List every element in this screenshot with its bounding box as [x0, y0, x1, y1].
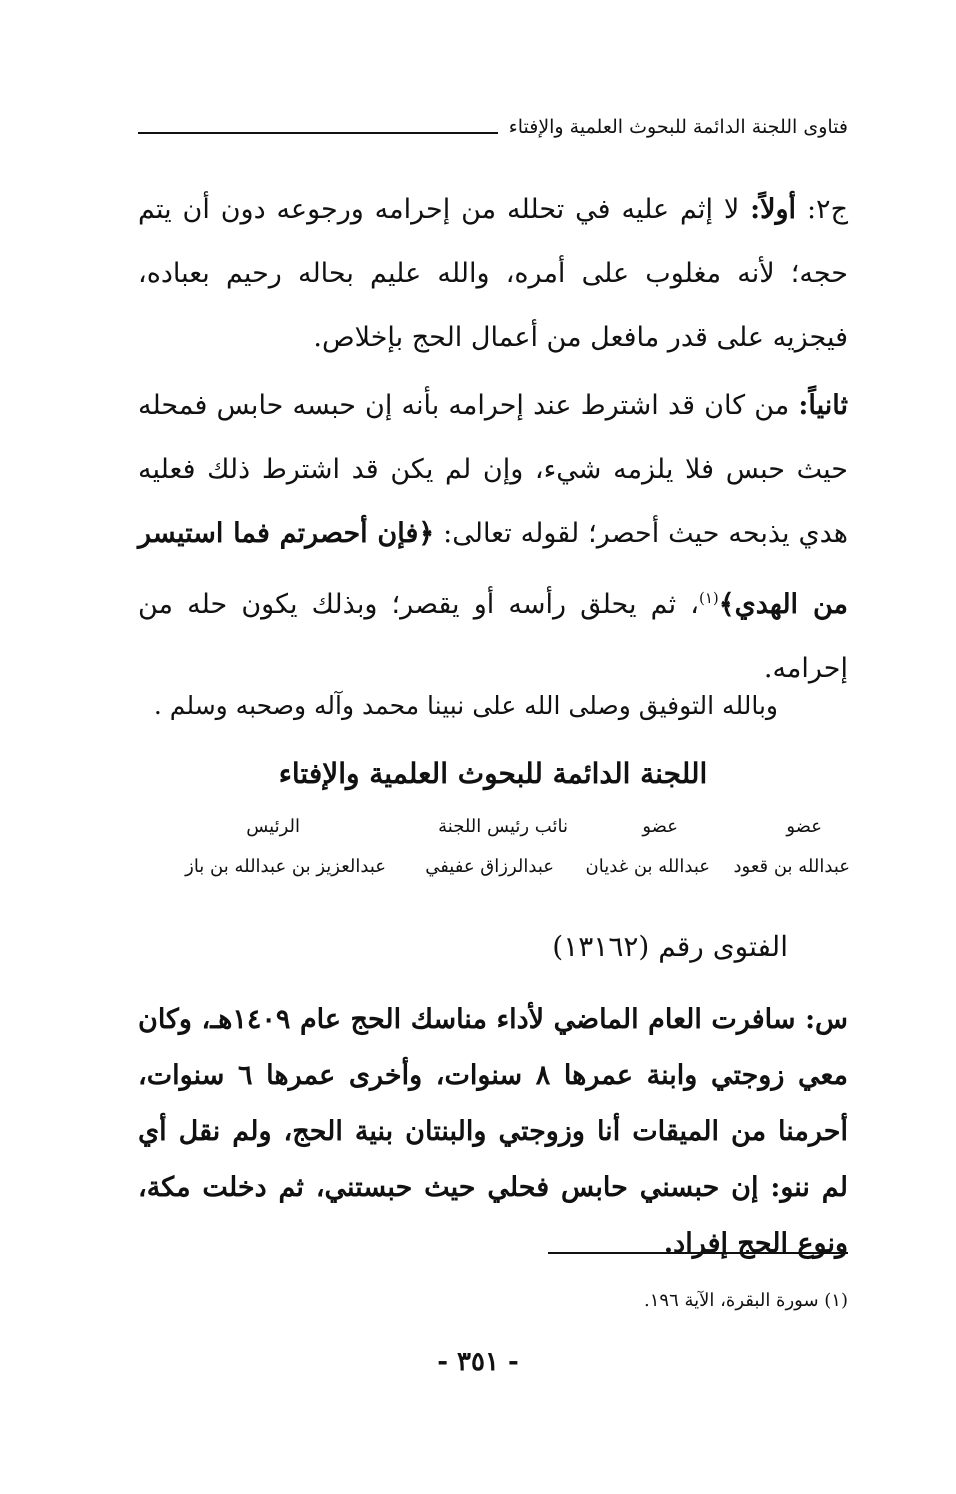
running-header: [138, 112, 848, 146]
answer-second-point: [138, 374, 848, 701]
committee-title: اللجنة الدائمة للبحوث العلمية والإفتاء: [278, 757, 708, 790]
answer-prefix: ج٢:: [796, 194, 848, 225]
quran-close-bracket: ﴾: [718, 589, 735, 620]
role-chairman: الرئيس: [246, 816, 300, 837]
fatwa-number: الفتوى رقم (١٣١٦٢): [552, 930, 788, 963]
name-member-2: عبدالله بن غديان: [585, 856, 710, 877]
footnote-ref: (١): [698, 589, 719, 607]
footnote: (١) سورة البقرة، الآية ١٩٦.: [644, 1290, 848, 1311]
second-label: ثانياً:: [798, 390, 848, 421]
signatory-names: [150, 852, 850, 882]
question-text: سافرت العام الماضي لأداء مناسك الحج عام ١٤٠٩هـ، وكان معي زوجتي وابنة عمرها ٨ سنوات، وأخرى عمرها ٦ سنوات، أحرمنا من الميقات أنا وزوجتي والبنتان بنية الحج، ولم نقل أي لم ننو: إن حبسني حابس فحلي حيث حبستني، ثم دخلت مكة، ونوع الحج إفراد.: [138, 1004, 848, 1259]
closing-line: وبالله التوفيق وصلى الله على نبينا محمد وآله وصحبه وسلم .: [153, 691, 778, 720]
name-chairman: عبدالعزيز بن عبدالله بن باز: [185, 856, 386, 877]
first-text: لا إثم عليه في تحلله من إحرامه ورجوعه دون أن يتم حجه؛ لأنه مغلوب على أمره، والله عليم بحاله رحيم بعباده، فيجزيه على قدر مافعل من أعمال الحج بإخلاص.: [138, 194, 848, 353]
name-deputy-chairman: عبدالرزاق عفيفي: [425, 856, 554, 877]
answer-paragraph-2: [138, 374, 848, 701]
signatory-roles: [150, 812, 850, 842]
footnote-rule: [548, 1252, 848, 1254]
role-deputy-chairman: نائب رئيس اللجنة: [438, 816, 568, 837]
role-member-1: عضو: [786, 816, 822, 837]
question-prefix: س:: [795, 1004, 848, 1035]
question-paragraph: [138, 992, 848, 1272]
quran-verse: فإن أحصرتم فما استيسر من الهدي: [138, 518, 848, 620]
role-member-2: عضو: [642, 816, 678, 837]
name-member-1: عبدالله بن قعود: [733, 856, 850, 877]
first-label: أولاً:: [750, 194, 797, 225]
second-text-1: من كان قد اشترط عند إحرامه بأنه إن حبسه حابس فمحله حيث حبس فلا يلزمه شيء، وإن لم يكن قد اشترط ذلك فعليه هدي يذبحه حيث أحصر؛ لقوله تعالى:: [138, 390, 849, 549]
answer-first-point: [138, 178, 848, 370]
second-text-2: ، ثم يحلق رأسه أو يقصر؛ وبذلك يكون حله من إحرامه.: [138, 589, 848, 684]
header-rule: [138, 132, 498, 134]
answer-paragraph-1: [138, 178, 848, 370]
page-number: - ٣٥١ -: [437, 1347, 519, 1377]
header-title: فتاوى اللجنة الدائمة للبحوث العلمية والإفتاء: [508, 116, 848, 138]
quran-open-bracket: ﴿: [418, 518, 435, 549]
